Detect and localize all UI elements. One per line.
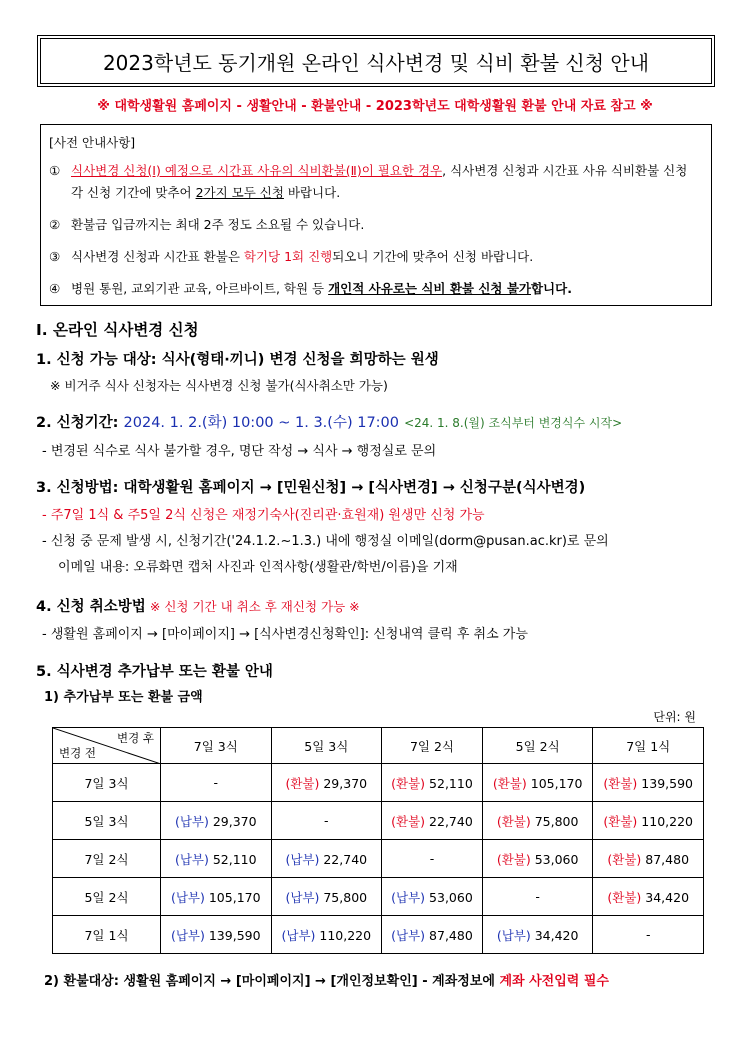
table-cell bbox=[382, 878, 483, 916]
notice-3-text: 식사변경 신청과 시간표 환불은 bbox=[71, 249, 244, 264]
notice-1-text: , 식사변경 신청과 시간표 사유 식비환불 신청 각 신청 기간에 맞추어 bbox=[71, 163, 688, 200]
s3-heading: 3. 신청방법: 대학생활원 홈페이지 → [민원신청] → [식사변경] → 신청구분(식사변경) bbox=[36, 480, 586, 496]
section-1-heading: Ⅰ. 온라인 식사변경 신청 bbox=[36, 321, 199, 339]
table-cell bbox=[593, 802, 704, 840]
cell-tag: (환불) bbox=[603, 813, 638, 829]
cell-tag: (납부) bbox=[174, 851, 209, 867]
table-cell bbox=[161, 802, 272, 840]
cell-amount: 34,420 bbox=[534, 927, 579, 943]
cell-tag: (환불) bbox=[496, 851, 531, 867]
notice-1-underline: 2가지 모두 신청 bbox=[195, 185, 284, 200]
cell-tag: (납부) bbox=[174, 813, 209, 829]
s4-red-note: ※ 신청 기간 내 취소 후 재신청 가능 ※ bbox=[149, 599, 360, 614]
s5-sub-2-red: 계좌 사전입력 필수 bbox=[499, 974, 609, 989]
cell-tag: (환불) bbox=[603, 775, 638, 791]
page-title: 2023학년도 동기개원 온라인 식사변경 및 식비 환불 신청 안내 bbox=[40, 38, 712, 84]
cell-tag: (환불) bbox=[285, 775, 320, 791]
table-cell bbox=[161, 840, 272, 878]
notice-1-highlight: 식사변경 신청(Ⅰ) 예정으로 시간표 사유의 식비환불(Ⅱ)이 필요한 경우 bbox=[71, 163, 443, 178]
table-row bbox=[53, 840, 704, 878]
notice-3-highlight: 학기당 1회 진행 bbox=[243, 249, 333, 264]
s1-note: ※ 비거주 식사 신청자는 식사변경 신청 불가(식사취소만 가능) bbox=[50, 378, 388, 393]
s5-sub-2 bbox=[44, 970, 609, 989]
cell-amount: 53,060 bbox=[534, 851, 579, 867]
table-row bbox=[53, 878, 704, 916]
s3-note-3: 이메일 내용: 오류화면 캡처 사진과 인적사항(생활관/학번/이름)을 기재 bbox=[58, 560, 458, 575]
cell-amount: 52,110 bbox=[429, 775, 473, 791]
table-cell bbox=[271, 878, 382, 916]
cell-tag: (납부) bbox=[285, 889, 320, 905]
notice-1-end: 바랍니다. bbox=[283, 185, 341, 200]
cell-amount: 87,480 bbox=[429, 927, 473, 943]
row-label: 7일 2식 bbox=[53, 840, 161, 878]
cell-tag: (납부) bbox=[391, 927, 426, 943]
cell-amount: 75,800 bbox=[534, 813, 579, 829]
notice-item-2 bbox=[49, 214, 703, 236]
cell-amount: - bbox=[213, 775, 219, 790]
table-row bbox=[53, 802, 704, 840]
notice-box bbox=[40, 124, 712, 306]
corner-after: 변경 후 bbox=[117, 731, 154, 745]
cell-amount: 105,170 bbox=[530, 775, 583, 791]
table-cell bbox=[482, 916, 593, 954]
unit-label: 단위: 원 bbox=[653, 710, 696, 724]
table-cell bbox=[382, 916, 483, 954]
table-cell bbox=[271, 840, 382, 878]
notice-title: [사전 안내사항] bbox=[49, 135, 136, 150]
cell-amount: 22,740 bbox=[323, 851, 368, 867]
cell-tag: (환불) bbox=[607, 851, 642, 867]
cell-amount: 52,110 bbox=[212, 851, 257, 867]
cell-amount: 139,590 bbox=[641, 775, 693, 791]
cell-tag: (납부) bbox=[170, 889, 205, 905]
table-cell bbox=[382, 764, 483, 802]
cell-amount: 139,590 bbox=[208, 927, 261, 943]
table-cell bbox=[593, 878, 704, 916]
row-label: 7일 1식 bbox=[53, 916, 161, 954]
s2-extra: <24. 1. 8.(월) 조식부터 변경식수 시작> bbox=[404, 416, 623, 430]
table-cell bbox=[161, 764, 272, 802]
cell-amount: 110,220 bbox=[319, 927, 372, 943]
table-cell bbox=[161, 878, 272, 916]
s5-heading: 5. 식사변경 추가납부 또는 환불 안내 bbox=[36, 664, 273, 680]
col-header: 7일 3식 bbox=[161, 728, 272, 764]
cell-amount: 53,060 bbox=[429, 889, 473, 905]
notice-4-underline: 개인적 사유로는 식비 환불 신청 불가 bbox=[328, 281, 531, 296]
table-row bbox=[53, 916, 704, 954]
table-cell bbox=[593, 764, 704, 802]
s3-note-2: - 신청 중 문제 발생 시, 신청기간('24.1.2.~1.3.) 내에 행정실 이메일(dorm@pusan.ac.kr)로 문의 bbox=[42, 534, 609, 549]
cell-amount: 34,420 bbox=[645, 889, 690, 905]
reference-note: ※ 대학생활원 홈페이지 - 생활안내 - 환불안내 - 2023학년도 대학생활원 환불 안내 자료 참고 ※ bbox=[97, 99, 653, 114]
notice-3-end: 되오니 기간에 맞추어 신청 바랍니다. bbox=[332, 249, 534, 264]
notice-item-3 bbox=[49, 246, 703, 268]
notice-item-4 bbox=[49, 278, 703, 300]
fee-table bbox=[52, 727, 704, 954]
s5-sub-1: 1) 추가납부 또는 환불 금액 bbox=[44, 690, 203, 705]
table-cell bbox=[482, 878, 593, 916]
notice-num: ① bbox=[49, 163, 61, 178]
cell-tag: (환불) bbox=[391, 775, 426, 791]
cell-amount: 29,370 bbox=[212, 813, 257, 829]
cell-tag: (납부) bbox=[285, 851, 320, 867]
table-cell bbox=[593, 840, 704, 878]
table-cell bbox=[593, 916, 704, 954]
table-cell bbox=[382, 802, 483, 840]
notice-num: ② bbox=[49, 217, 61, 232]
table-row bbox=[53, 764, 704, 802]
notice-num: ③ bbox=[49, 249, 61, 264]
row-label: 7일 3식 bbox=[53, 764, 161, 802]
cell-tag: (환불) bbox=[391, 813, 426, 829]
cell-amount: - bbox=[429, 851, 435, 866]
cell-amount: - bbox=[324, 813, 329, 828]
cell-amount: 110,220 bbox=[641, 813, 693, 829]
cell-tag: (환불) bbox=[492, 775, 527, 791]
table-body bbox=[53, 764, 704, 954]
table-cell bbox=[161, 916, 272, 954]
table-cell bbox=[482, 802, 593, 840]
table-cell bbox=[382, 840, 483, 878]
s3-note-1: - 주7일 1식 & 주5일 2식 신청은 재정기숙사(진리관·효원재) 원생만 신청 가능 bbox=[42, 508, 485, 523]
table-cell bbox=[482, 840, 593, 878]
cell-amount: 75,800 bbox=[323, 889, 368, 905]
s5-sub-2-text: 2) 환불대상: 생활원 홈페이지 → [마이페이지] → [개인정보확인] - 계좌정보에 bbox=[44, 974, 500, 989]
notice-num: ④ bbox=[49, 281, 61, 296]
cell-amount: - bbox=[535, 889, 540, 904]
cell-tag: (납부) bbox=[391, 889, 426, 905]
row-label: 5일 3식 bbox=[53, 802, 161, 840]
table-corner bbox=[53, 728, 161, 764]
table-cell bbox=[271, 802, 382, 840]
notice-item-1 bbox=[49, 160, 703, 204]
cell-tag: (환불) bbox=[496, 813, 531, 829]
table-cell bbox=[271, 916, 382, 954]
cell-tag: (납부) bbox=[496, 927, 531, 943]
table-header-row bbox=[53, 728, 704, 764]
cell-tag: (납부) bbox=[170, 927, 205, 943]
s4-heading: 4. 신청 취소방법 bbox=[36, 599, 146, 615]
s1-heading: 1. 신청 가능 대상: 식사(형태·끼니) 변경 신청을 희망하는 원생 bbox=[36, 352, 439, 368]
table-cell bbox=[271, 764, 382, 802]
col-header: 7일 1식 bbox=[593, 728, 704, 764]
s4-note: - 생활원 홈페이지 → [마이페이지] → [식사변경신청확인]: 신청내역 클릭 후 취소 가능 bbox=[42, 627, 528, 642]
col-header: 7일 2식 bbox=[382, 728, 483, 764]
notice-4-end: 합니다. bbox=[530, 281, 572, 296]
s2-label: 2. 신청기간: bbox=[36, 415, 124, 431]
corner-before: 변경 전 bbox=[59, 746, 96, 760]
cell-amount: - bbox=[645, 927, 651, 942]
cell-amount: 87,480 bbox=[645, 851, 690, 867]
notice-4-text: 병원 통원, 교외기관 교육, 아르바이트, 학원 등 bbox=[71, 281, 329, 296]
s2-heading bbox=[36, 411, 622, 432]
row-label: 5일 2식 bbox=[53, 878, 161, 916]
table-cell bbox=[482, 764, 593, 802]
s2-note: - 변경된 식수로 식사 불가할 경우, 명단 작성 → 식사 → 행정실로 문의 bbox=[42, 444, 437, 459]
cell-amount: 29,370 bbox=[323, 775, 368, 791]
col-header: 5일 3식 bbox=[271, 728, 382, 764]
col-header: 5일 2식 bbox=[482, 728, 593, 764]
cell-tag: (납부) bbox=[281, 927, 316, 943]
s2-period: 2024. 1. 2.(화) 10:00 ~ 1. 3.(수) 17:00 bbox=[123, 415, 400, 431]
cell-amount: 22,740 bbox=[429, 813, 473, 829]
cell-tag: (환불) bbox=[607, 889, 642, 905]
cell-amount: 105,170 bbox=[208, 889, 261, 905]
notice-2-text: 환불금 입금까지는 최대 2주 정도 소요될 수 있습니다. bbox=[71, 217, 365, 232]
